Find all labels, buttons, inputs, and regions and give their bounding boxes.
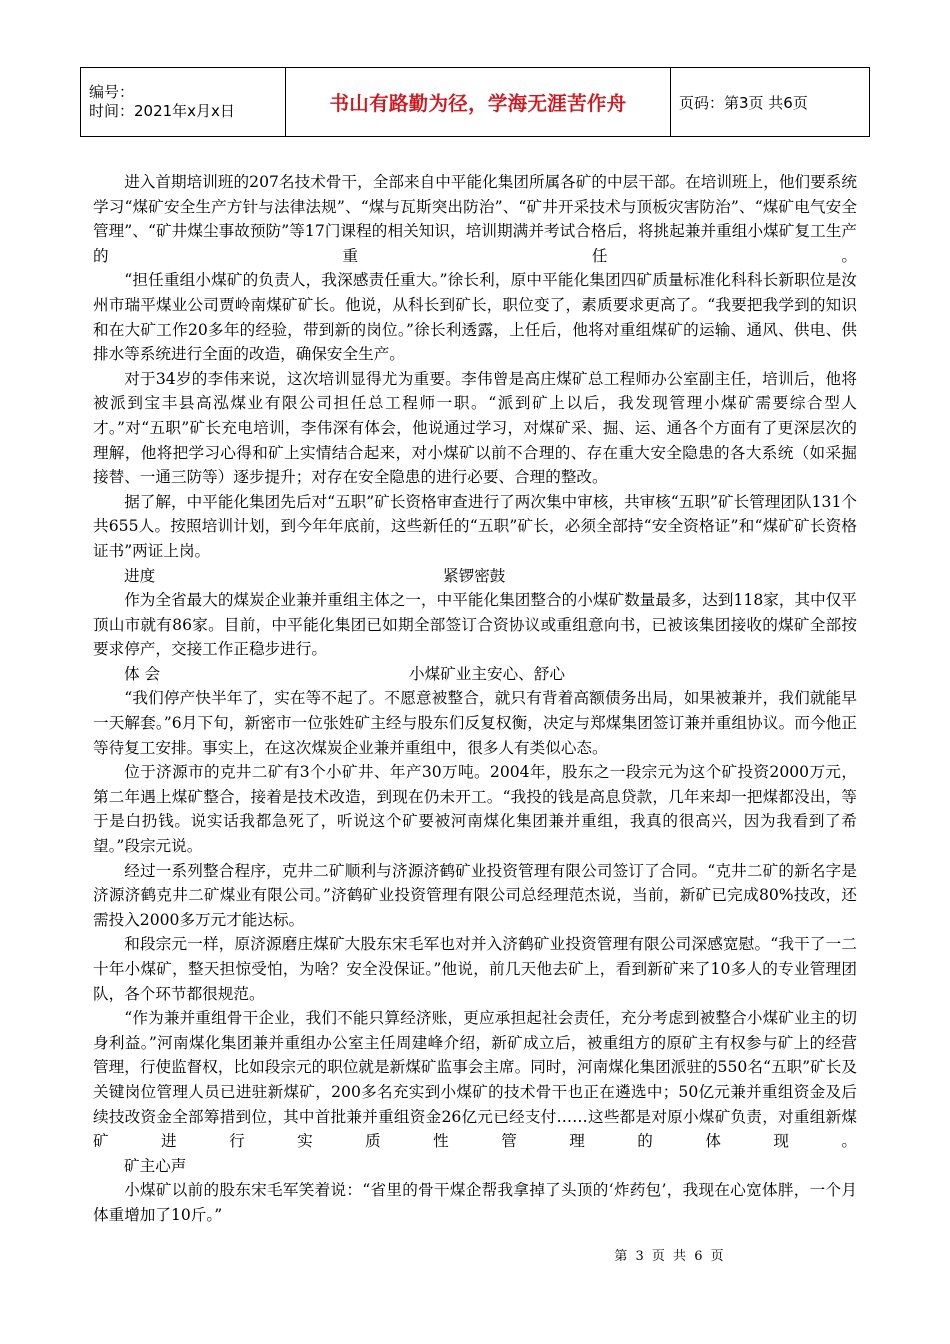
section-heading-left: 进度 [124, 566, 156, 585]
paragraph-4: 据了解，中平能化集团先后对“五职”矿长资格审查进行了两次集中审核，共审核“五职”矿长管理团队131个共655人。按照培训计划，到今年年底前，这些新任的“五职”矿长，必须全部持“安全资格证”和“煤矿矿长资格证书”两证上岗。 [93, 492, 857, 560]
paragraph-9: 和段宗元一样，原济源磨庄煤矿大股东宋毛军也对并入济鹤矿业投资管理有限公司深感宽慰。“我干了一二十年小煤矿，整天担惊受怕，为啥？安全没保证。”他说，前几天他去矿上，看到新矿来了10多人的专业管理团队，各个环节都很规范。 [93, 935, 857, 1003]
paragraph-8: 经过一系列整合程序，克井二矿顺利与济源济鹤矿业投资管理有限公司签订了合同。“克井二矿的新名字是济源济鹤克井二矿煤业有限公司。”济鹤矿业投资管理有限公司总经理范杰说，当前，新矿已完成80%技改，还需投入2000多万元才能达标。 [93, 861, 857, 929]
section-heading-progress [93, 564, 857, 589]
paragraph-2: “担任重组小煤矿的负责人，我深感责任重大。”徐长利，原中平能化集团四矿质量标准化科科长新职位是汝州市瑞平煤业公司贾岭南煤矿矿长。他说，从科长到矿长，职位变了，素质要求更高了。“我要把我学到的知识和在大矿工作20多年的经验，带到新的岗位。”徐长利透露，上任后，他将对重组煤矿的运输、通风、供电、供排水等系统进行全面的改造，确保安全生产。 [93, 271, 857, 364]
header-meta [81, 68, 286, 137]
paragraph-6: “我们停产快半年了，实在等不起了。不愿意被整合，就只有背着高额债务出局，如果被兼并，我们就能早一天解套。”6月下旬，新密市一位张姓矿主经与股东们反复权衡，决定与郑煤集团签订兼并重组协议。而今他正等待复工安排。事实上，在这次煤炭企业兼并重组中，很多人有类似心态。 [93, 689, 857, 757]
section-heading-experience [93, 662, 857, 687]
paragraph-7: 位于济源市的克井二矿有3个小矿井、年产30万吨。2004年，股东之一段宗元为这个矿投资2000万元，第二年遇上煤矿整合，接着是技术改造，到现在仍未开工。“我投的钱是高息贷款，几年来却一把煤都没出，等于是白扔钱。说实话我都急死了，听说这个矿要被河南煤化集团兼并重组，我真的很高兴，因为我看到了希望。”段宗元说。 [93, 763, 857, 856]
paragraph-3: 对于34岁的李伟来说，这次培训显得尤为重要。李伟曾是高庄煤矿总工程师办公室副主任，培训后，他将被派到宝丰县高泓煤业有限公司担任总工程师一职。“派到矿上以后，我发现管理小煤矿需要综合型人才。”对“五职”矿长充电培训，李伟深有体会，他说通过学习，对煤矿采、掘、运、通各个方面有了更深层次的理解，他将把学习心得和矿上实情结合起来，对小煤矿以前不合理的、存在重大安全隐患的各大系统（如采掘接替、一通三防等）逐步提升；对存在安全隐患的进行必要、合理的整改。 [93, 369, 857, 487]
section-heading-left: 矿主心声 [124, 1156, 187, 1175]
paragraph-1: 进入首期培训班的207名技术骨干，全部来自中平能化集团所属各矿的中层干部。在培训班上，他们要系统学习“煤矿安全生产方针与法律法规”、“煤与瓦斯突出防治”、“矿井开采技术与顶板灾害防治”、“煤矿电气安全管理”、“矿井煤尘事故预防”等17门课程的相关知识，培训期满并考试合格后，将挑起兼并重组小煤矿复工生产的重任。 [93, 173, 857, 265]
article-body [93, 170, 857, 1228]
page-header [80, 67, 870, 137]
section-heading-right: 紧锣密鼓 [443, 566, 506, 585]
paragraph-11: 小煤矿以前的股东宋毛军笑着说：“省里的骨干煤企帮我拿掉了头顶的‘炸药包’，我现在心宽体胖，一个月体重增加了10斤。” [93, 1181, 857, 1224]
paragraph-10: “作为兼并重组骨干企业，我们不能只算经济账，更应承担起社会责任，充分考虑到被整合小煤矿业主的切身利益。”河南煤化集团兼并重组办公室主任周建峰介绍，新矿成立后，被重组方的原矿主有权参与矿上的经营管理，行使监督权，比如段宗元的职位就是新煤矿监事会主席。同时，河南煤化集团派驻的550名“五职”矿长及关键岗位管理人员已进驻新煤矿，200多名充实到小煤矿的技术骨干也正在遴选中；50亿元兼并重组资金及后续技改资金全部筹措到位，其中首批兼并重组资金26亿元已经支付……这些都是对原小煤矿负责，对重组新煤矿进行实质性管理的体现。 [93, 1009, 857, 1151]
section-heading-owner-voice [93, 1154, 857, 1179]
document-date-label: 时间：2021年x月x日 [89, 102, 235, 120]
paragraph-5: 作为全省最大的煤炭企业兼并重组主体之一，中平能化集团整合的小煤矿数量最多，达到118家，其中仅平顶山市就有86家。目前，中平能化集团已如期全部签订合资协议或重组意向书，已被该集团接收的煤矿全部按要求停产，交接工作正稳步进行。 [93, 591, 857, 659]
document-number-label: 编号： [89, 83, 135, 101]
header-motto: 书山有路勤为径，学海无涯苦作舟 [286, 68, 671, 137]
page-footer: 第 3 页 共 6 页 [614, 1249, 726, 1264]
section-heading-left: 体 会 [124, 664, 161, 683]
header-page-number: 页码：第3页 共6页 [671, 68, 870, 137]
section-heading-right: 小煤矿业主安心、舒心 [409, 664, 565, 683]
